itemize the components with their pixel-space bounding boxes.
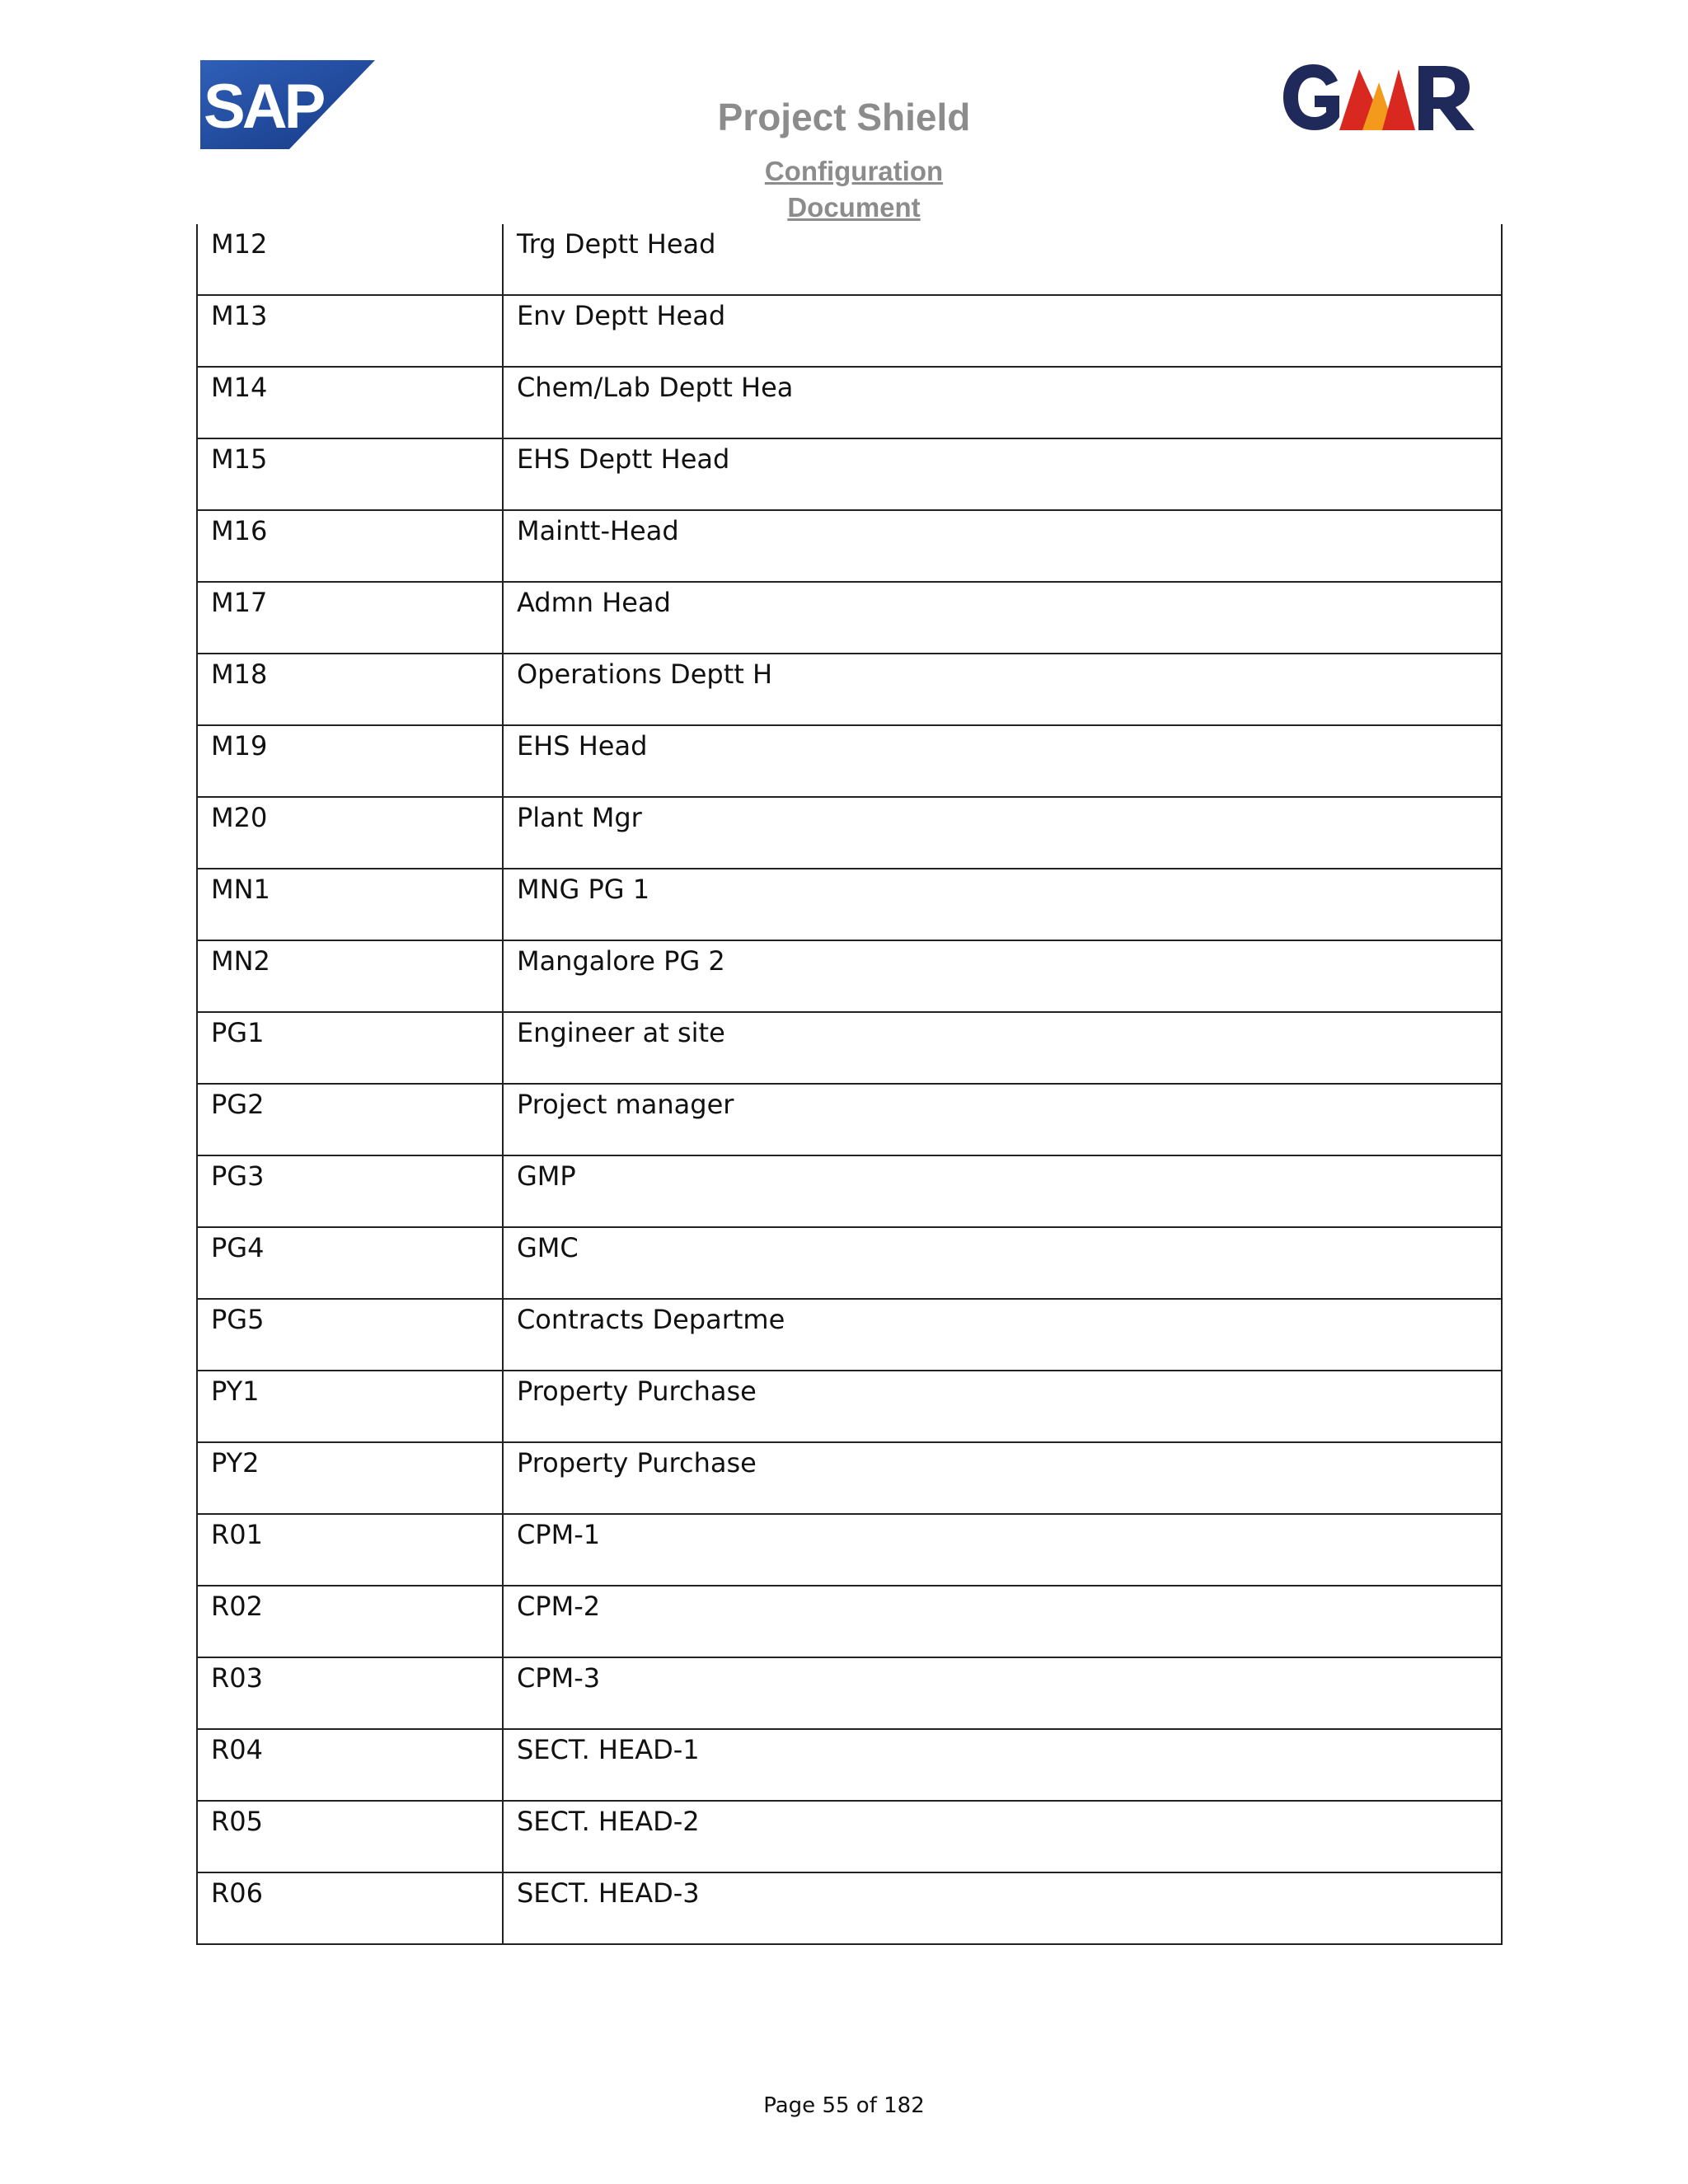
code-cell: M16 — [197, 510, 503, 582]
code-cell: PG3 — [197, 1155, 503, 1227]
table-row — [197, 1586, 1502, 1657]
table-row — [197, 510, 1502, 582]
table-row — [197, 725, 1502, 797]
description-cell: CPM-2 — [503, 1586, 1502, 1657]
description-cell: Chem/Lab Deptt Hea — [503, 367, 1502, 438]
description-cell: CPM-1 — [503, 1514, 1502, 1586]
table-row — [197, 224, 1502, 295]
code-cell: PY1 — [197, 1371, 503, 1442]
sap-logo-text: SAP — [204, 72, 323, 142]
code-cell: M17 — [197, 582, 503, 654]
table-row — [197, 1012, 1502, 1084]
page-number: Page 55 of 182 — [763, 2093, 925, 2118]
table-row — [197, 438, 1502, 510]
table-row — [197, 869, 1502, 940]
description-cell: Project manager — [503, 1084, 1502, 1155]
description-cell: Trg Deptt Head — [503, 224, 1502, 295]
code-cell: R02 — [197, 1586, 503, 1657]
description-cell: GMP — [503, 1155, 1502, 1227]
document-subtitle: Configuration Document — [764, 156, 944, 223]
code-cell: R05 — [197, 1801, 503, 1872]
table-row — [197, 582, 1502, 654]
table-row — [197, 1872, 1502, 1944]
description-cell: Engineer at site — [503, 1012, 1502, 1084]
description-cell: CPM-3 — [503, 1657, 1502, 1729]
code-cell: PG2 — [197, 1084, 503, 1155]
code-cell: M12 — [197, 224, 503, 295]
code-cell: M13 — [197, 295, 503, 367]
table-row — [197, 1299, 1502, 1371]
description-cell: SECT. HEAD-2 — [503, 1801, 1502, 1872]
description-cell: SECT. HEAD-1 — [503, 1729, 1502, 1801]
code-cell: PG4 — [197, 1227, 503, 1299]
code-cell: M19 — [197, 725, 503, 797]
code-cell: PG5 — [197, 1299, 503, 1371]
code-cell: PY2 — [197, 1442, 503, 1514]
table-row — [197, 367, 1502, 438]
code-cell: PG1 — [197, 1012, 503, 1084]
document-title: Project Shield — [717, 96, 971, 138]
code-cell: R01 — [197, 1514, 503, 1586]
table-row — [197, 1442, 1502, 1514]
description-cell: SECT. HEAD-3 — [503, 1872, 1502, 1944]
description-cell: Maintt-Head — [503, 510, 1502, 582]
code-cell: R04 — [197, 1729, 503, 1801]
table-row — [197, 295, 1502, 367]
description-cell: Mangalore PG 2 — [503, 940, 1502, 1012]
table-row — [197, 1657, 1502, 1729]
description-cell: GMC — [503, 1227, 1502, 1299]
code-cell: R03 — [197, 1657, 503, 1729]
code-cell: M14 — [197, 367, 503, 438]
description-cell: Operations Deptt H — [503, 654, 1502, 725]
table-row — [197, 1514, 1502, 1586]
code-cell: M18 — [197, 654, 503, 725]
description-cell: Contracts Departme — [503, 1299, 1502, 1371]
table-row — [197, 1084, 1502, 1155]
table-row — [197, 1155, 1502, 1227]
code-cell: M15 — [197, 438, 503, 510]
description-cell: EHS Deptt Head — [503, 438, 1502, 510]
code-cell: R06 — [197, 1872, 503, 1944]
description-cell: MNG PG 1 — [503, 869, 1502, 940]
table-row — [197, 797, 1502, 869]
table-row — [197, 654, 1502, 725]
code-cell: M20 — [197, 797, 503, 869]
table-row — [197, 1801, 1502, 1872]
description-cell: Admn Head — [503, 582, 1502, 654]
description-cell: Property Purchase — [503, 1371, 1502, 1442]
description-cell: Env Deptt Head — [503, 295, 1502, 367]
configuration-table — [196, 224, 1503, 1945]
table-row — [197, 1729, 1502, 1801]
code-cell: MN2 — [197, 940, 503, 1012]
code-cell: MN1 — [197, 869, 503, 940]
description-cell: EHS Head — [503, 725, 1502, 797]
table-row — [197, 940, 1502, 1012]
table-row — [197, 1227, 1502, 1299]
description-cell: Plant Mgr — [503, 797, 1502, 869]
table-row — [197, 1371, 1502, 1442]
document-header — [0, 0, 1688, 223]
description-cell: Property Purchase — [503, 1442, 1502, 1514]
